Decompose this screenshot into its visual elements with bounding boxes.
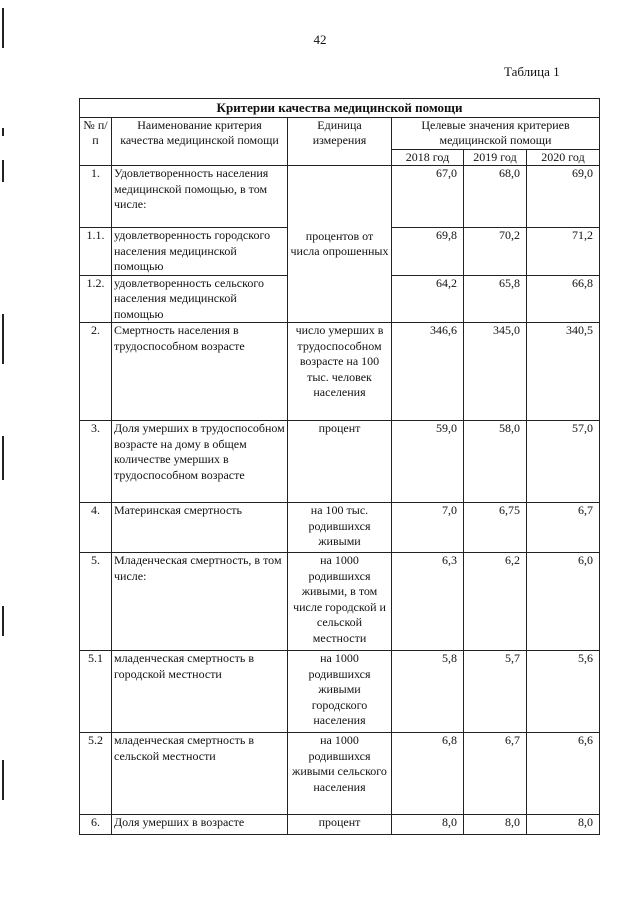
row-name: Доля умерших в возрасте <box>112 815 288 835</box>
value-2018: 59,0 <box>392 421 464 503</box>
table-row <box>80 421 600 503</box>
row-name: Удовлетворенность населения медицинской помощью, в том числе: <box>112 166 288 228</box>
page-number: 42 <box>313 32 327 47</box>
table-row <box>80 166 600 228</box>
table-row <box>80 553 600 651</box>
row-num: 1.2. <box>80 275 112 323</box>
table-row <box>80 651 600 733</box>
row-name: удовлетворенность городского населения медицинской помощью <box>112 228 288 276</box>
header-unit: Единица измерения <box>288 117 392 166</box>
value-2019: 65,8 <box>464 275 527 323</box>
row-num: 1. <box>80 166 112 228</box>
value-2020: 6,0 <box>527 553 600 651</box>
value-2020: 57,0 <box>527 421 600 503</box>
row-num: 5.2 <box>80 733 112 815</box>
value-2019: 5,7 <box>464 651 527 733</box>
value-2020: 6,7 <box>527 503 600 553</box>
criteria-table <box>79 98 600 835</box>
row-num: 1.1. <box>80 228 112 276</box>
value-2018: 6,3 <box>392 553 464 651</box>
row-unit: процент <box>288 421 392 503</box>
row-unit: на 1000 родившихся живыми сельского населения <box>288 733 392 815</box>
value-2019: 58,0 <box>464 421 527 503</box>
value-2020: 71,2 <box>527 228 600 276</box>
row-name: Младенческая смертность, в том числе: <box>112 553 288 651</box>
row-name: удовлетворенность сельского населения медицинской помощью <box>112 275 288 323</box>
row-name: Доля умерших в трудоспособном возрасте на дому в общем количестве умерших в трудоспособном возрасте <box>112 421 288 503</box>
row-num: 5.1 <box>80 651 112 733</box>
value-2018: 64,2 <box>392 275 464 323</box>
row-name: младенческая смертность в сельской местности <box>112 733 288 815</box>
binder-mark <box>2 128 4 136</box>
row-num: 6. <box>80 815 112 835</box>
table-label: Таблица 1 <box>504 64 560 79</box>
row-unit: на 1000 родившихся живыми городского населения <box>288 651 392 733</box>
binder-mark <box>2 760 4 800</box>
row-num: 2. <box>80 323 112 421</box>
value-2020: 6,6 <box>527 733 600 815</box>
value-2018: 6,8 <box>392 733 464 815</box>
table-row <box>80 323 600 421</box>
header-name: Наименование критерия качества медицинской помощи <box>112 117 288 166</box>
table-row <box>80 733 600 815</box>
binder-mark <box>2 314 4 364</box>
row-name: младенческая смертность в городской местности <box>112 651 288 733</box>
value-2018: 5,8 <box>392 651 464 733</box>
table-row <box>80 503 600 553</box>
value-2018: 67,0 <box>392 166 464 228</box>
binder-mark <box>2 436 4 480</box>
value-2019: 70,2 <box>464 228 527 276</box>
header-year: 2019 год <box>464 149 527 166</box>
header-year: 2020 год <box>527 149 600 166</box>
value-2019: 68,0 <box>464 166 527 228</box>
value-2018: 7,0 <box>392 503 464 553</box>
table-row <box>80 815 600 835</box>
value-2020: 340,5 <box>527 323 600 421</box>
row-unit: процент <box>288 815 392 835</box>
value-2019: 8,0 <box>464 815 527 835</box>
value-2019: 345,0 <box>464 323 527 421</box>
value-2020: 5,6 <box>527 651 600 733</box>
header-num: № п/п <box>80 117 112 166</box>
row-name: Смертность населения в трудоспособном возрасте <box>112 323 288 421</box>
row-num: 3. <box>80 421 112 503</box>
value-2018: 69,8 <box>392 228 464 276</box>
value-2019: 6,75 <box>464 503 527 553</box>
value-2020: 66,8 <box>527 275 600 323</box>
value-2019: 6,7 <box>464 733 527 815</box>
row-unit: число умерших в трудоспособном возрасте на 100 тыс. человек населения <box>288 323 392 421</box>
row-unit: на 100 тыс. родившихся живыми <box>288 503 392 553</box>
header-year: 2018 год <box>392 149 464 166</box>
row-unit: процентов от числа опрошенных <box>288 166 392 323</box>
binder-mark <box>2 606 4 636</box>
value-2018: 8,0 <box>392 815 464 835</box>
row-num: 4. <box>80 503 112 553</box>
value-2018: 346,6 <box>392 323 464 421</box>
value-2020: 8,0 <box>527 815 600 835</box>
table-title: Критерии качества медицинской помощи <box>80 99 600 118</box>
binder-mark <box>2 160 4 182</box>
value-2019: 6,2 <box>464 553 527 651</box>
row-name: Материнская смертность <box>112 503 288 553</box>
header-targets: Целевые значения критериев медицинской помощи <box>392 117 600 149</box>
row-num: 5. <box>80 553 112 651</box>
row-unit: на 1000 родившихся живыми, в том числе городской и сельской местности <box>288 553 392 651</box>
value-2020: 69,0 <box>527 166 600 228</box>
